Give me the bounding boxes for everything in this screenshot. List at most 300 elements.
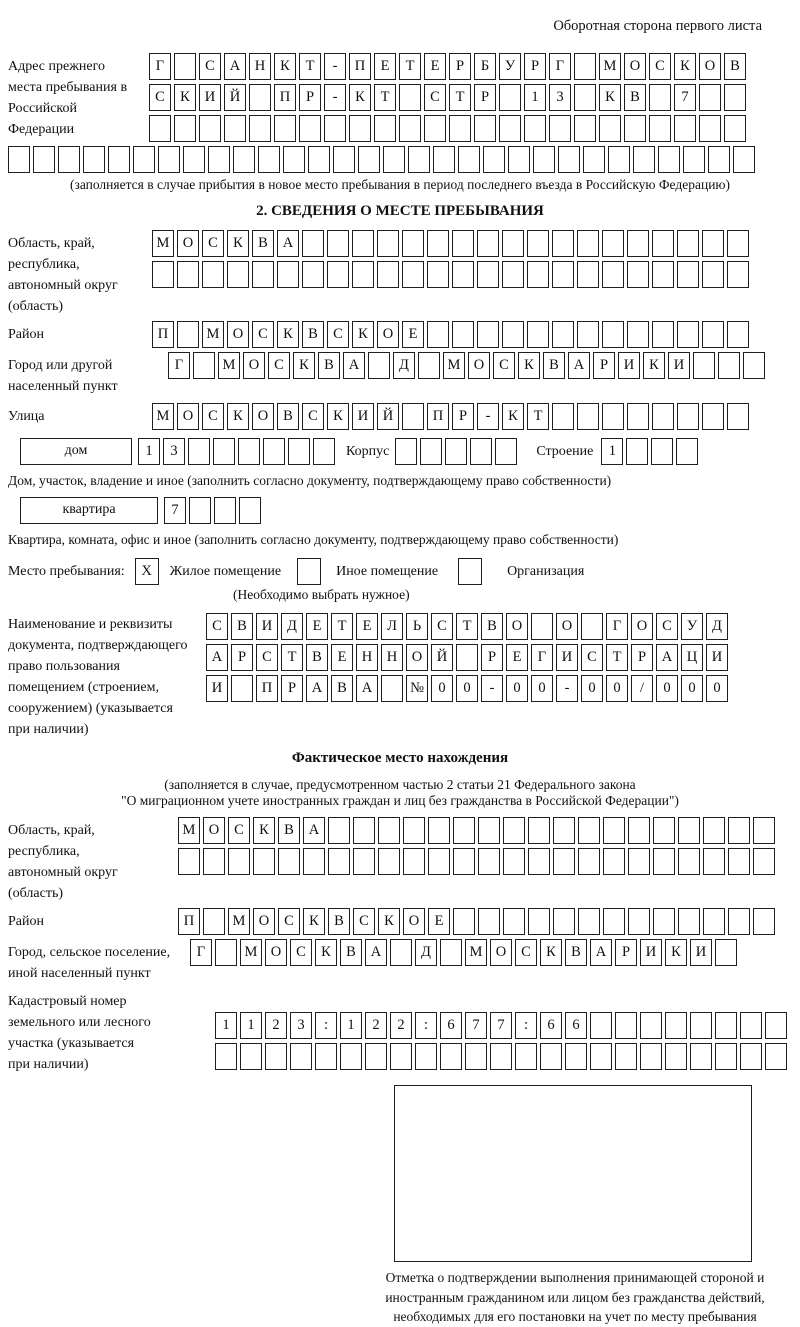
char-cell[interactable]: Р xyxy=(449,53,471,80)
char-cell[interactable] xyxy=(478,817,500,844)
char-cell[interactable] xyxy=(352,261,374,288)
char-cell[interactable] xyxy=(402,261,424,288)
char-cell[interactable]: М xyxy=(443,352,465,379)
char-cell[interactable] xyxy=(58,146,80,173)
char-cell[interactable]: Р xyxy=(474,84,496,111)
char-cell[interactable] xyxy=(390,939,412,966)
char-cell[interactable]: 3 xyxy=(290,1012,312,1039)
char-cell[interactable] xyxy=(724,84,746,111)
char-cell[interactable] xyxy=(699,84,721,111)
char-cell[interactable] xyxy=(524,115,546,142)
char-cell[interactable] xyxy=(302,230,324,257)
char-cell[interactable] xyxy=(453,817,475,844)
char-cell[interactable]: У xyxy=(499,53,521,80)
char-cell[interactable]: Н xyxy=(249,53,271,80)
char-cell[interactable] xyxy=(452,230,474,257)
char-cell[interactable]: Т xyxy=(331,613,353,640)
char-cell[interactable]: П xyxy=(152,321,174,348)
char-cell[interactable] xyxy=(728,848,750,875)
char-cell[interactable] xyxy=(753,908,775,935)
char-cell[interactable]: И xyxy=(352,403,374,430)
char-cell[interactable] xyxy=(288,438,310,465)
char-cell[interactable]: С xyxy=(581,644,603,671)
char-cell[interactable]: В xyxy=(318,352,340,379)
char-cell[interactable]: Н xyxy=(381,644,403,671)
char-cell[interactable]: 2 xyxy=(365,1012,387,1039)
char-cell[interactable] xyxy=(403,848,425,875)
char-cell[interactable]: П xyxy=(427,403,449,430)
char-cell[interactable] xyxy=(424,115,446,142)
char-cell[interactable]: Е xyxy=(402,321,424,348)
char-cell[interactable]: С xyxy=(256,644,278,671)
char-cell[interactable] xyxy=(290,1043,312,1070)
char-cell[interactable]: Ц xyxy=(681,644,703,671)
char-cell[interactable]: С xyxy=(228,817,250,844)
char-cell[interactable] xyxy=(503,908,525,935)
char-cell[interactable]: К xyxy=(293,352,315,379)
char-cell[interactable] xyxy=(728,908,750,935)
char-cell[interactable] xyxy=(553,817,575,844)
char-cell[interactable] xyxy=(258,146,280,173)
char-cell[interactable] xyxy=(402,403,424,430)
char-cell[interactable] xyxy=(308,146,330,173)
char-cell[interactable]: С xyxy=(290,939,312,966)
char-cell[interactable]: К xyxy=(253,817,275,844)
char-cell[interactable] xyxy=(149,115,171,142)
char-cell[interactable]: Е xyxy=(374,53,396,80)
char-cell[interactable] xyxy=(640,1012,662,1039)
char-cell[interactable]: 1 xyxy=(215,1012,237,1039)
char-cell[interactable] xyxy=(574,53,596,80)
char-cell[interactable] xyxy=(549,115,571,142)
char-cell[interactable]: К xyxy=(174,84,196,111)
char-cell[interactable] xyxy=(728,817,750,844)
char-cell[interactable]: 0 xyxy=(581,675,603,702)
char-cell[interactable]: О xyxy=(252,403,274,430)
char-cell[interactable] xyxy=(427,321,449,348)
char-cell[interactable] xyxy=(553,908,575,935)
char-cell[interactable]: С xyxy=(656,613,678,640)
char-cell[interactable]: О xyxy=(203,817,225,844)
char-cell[interactable]: М xyxy=(465,939,487,966)
char-cell[interactable]: Д xyxy=(415,939,437,966)
char-cell[interactable]: С xyxy=(493,352,515,379)
char-cell[interactable]: Л xyxy=(381,613,403,640)
char-cell[interactable]: О xyxy=(556,613,578,640)
char-cell[interactable] xyxy=(628,817,650,844)
char-cell[interactable]: Д xyxy=(393,352,415,379)
char-cell[interactable]: С xyxy=(515,939,537,966)
char-cell[interactable] xyxy=(402,230,424,257)
char-cell[interactable]: Р xyxy=(615,939,637,966)
char-cell[interactable] xyxy=(651,438,673,465)
char-cell[interactable]: С xyxy=(302,403,324,430)
char-cell[interactable]: Р xyxy=(231,644,253,671)
char-cell[interactable]: И xyxy=(199,84,221,111)
char-cell[interactable]: В xyxy=(340,939,362,966)
char-cell[interactable]: О xyxy=(243,352,265,379)
char-cell[interactable] xyxy=(177,321,199,348)
char-cell[interactable]: Г xyxy=(149,53,171,80)
char-cell[interactable]: И xyxy=(206,675,228,702)
char-cell[interactable]: Р xyxy=(299,84,321,111)
char-cell[interactable] xyxy=(158,146,180,173)
char-cell[interactable]: 2 xyxy=(390,1012,412,1039)
char-cell[interactable]: К xyxy=(643,352,665,379)
char-cell[interactable] xyxy=(368,352,390,379)
char-cell[interactable] xyxy=(565,1043,587,1070)
char-cell[interactable]: О xyxy=(624,53,646,80)
char-cell[interactable] xyxy=(743,352,765,379)
char-cell[interactable]: - xyxy=(481,675,503,702)
char-cell[interactable]: С xyxy=(199,53,221,80)
char-cell[interactable] xyxy=(649,115,671,142)
char-cell[interactable] xyxy=(574,84,596,111)
char-cell[interactable] xyxy=(578,908,600,935)
char-cell[interactable] xyxy=(703,908,725,935)
char-cell[interactable] xyxy=(253,848,275,875)
char-cell[interactable]: А xyxy=(224,53,246,80)
char-cell[interactable] xyxy=(727,261,749,288)
char-cell[interactable] xyxy=(624,115,646,142)
char-cell[interactable]: К xyxy=(227,403,249,430)
char-cell[interactable] xyxy=(753,817,775,844)
char-cell[interactable]: О xyxy=(227,321,249,348)
char-cell[interactable]: О xyxy=(490,939,512,966)
char-cell[interactable] xyxy=(152,261,174,288)
char-cell[interactable]: Б xyxy=(474,53,496,80)
char-cell[interactable] xyxy=(313,438,335,465)
char-cell[interactable]: К xyxy=(274,53,296,80)
char-cell[interactable] xyxy=(626,438,648,465)
char-cell[interactable]: И xyxy=(556,644,578,671)
char-cell[interactable] xyxy=(188,438,210,465)
char-cell[interactable] xyxy=(693,352,715,379)
char-cell[interactable]: Т xyxy=(449,84,471,111)
char-cell[interactable] xyxy=(718,352,740,379)
char-cell[interactable]: X xyxy=(135,558,159,585)
char-cell[interactable] xyxy=(552,261,574,288)
char-cell[interactable] xyxy=(178,848,200,875)
char-cell[interactable] xyxy=(715,939,737,966)
char-cell[interactable] xyxy=(449,115,471,142)
char-cell[interactable] xyxy=(458,558,482,585)
char-cell[interactable]: П xyxy=(178,908,200,935)
char-cell[interactable] xyxy=(528,848,550,875)
char-cell[interactable]: В xyxy=(624,84,646,111)
char-cell[interactable] xyxy=(727,403,749,430)
char-cell[interactable] xyxy=(615,1012,637,1039)
char-cell[interactable] xyxy=(608,146,630,173)
char-cell[interactable] xyxy=(239,497,261,524)
char-cell[interactable] xyxy=(227,261,249,288)
char-cell[interactable]: В xyxy=(565,939,587,966)
char-cell[interactable] xyxy=(453,908,475,935)
char-cell[interactable] xyxy=(502,261,524,288)
char-cell[interactable] xyxy=(702,403,724,430)
char-cell[interactable] xyxy=(427,230,449,257)
char-cell[interactable]: - xyxy=(477,403,499,430)
char-cell[interactable]: В xyxy=(724,53,746,80)
char-cell[interactable]: О xyxy=(631,613,653,640)
char-cell[interactable]: О xyxy=(468,352,490,379)
char-cell[interactable] xyxy=(724,115,746,142)
char-cell[interactable] xyxy=(528,908,550,935)
char-cell[interactable]: Г xyxy=(549,53,571,80)
char-cell[interactable] xyxy=(653,908,675,935)
char-cell[interactable]: С xyxy=(202,230,224,257)
char-cell[interactable] xyxy=(703,848,725,875)
char-cell[interactable]: О xyxy=(177,230,199,257)
char-cell[interactable] xyxy=(653,817,675,844)
char-cell[interactable] xyxy=(677,403,699,430)
char-cell[interactable] xyxy=(477,230,499,257)
char-cell[interactable] xyxy=(527,321,549,348)
char-cell[interactable]: Е xyxy=(506,644,528,671)
char-cell[interactable] xyxy=(765,1043,787,1070)
char-cell[interactable]: А xyxy=(590,939,612,966)
char-cell[interactable] xyxy=(215,1043,237,1070)
char-cell[interactable]: К xyxy=(540,939,562,966)
char-cell[interactable] xyxy=(433,146,455,173)
char-cell[interactable]: 0 xyxy=(681,675,703,702)
char-cell[interactable] xyxy=(199,115,221,142)
char-cell[interactable] xyxy=(278,848,300,875)
char-cell[interactable]: Р xyxy=(281,675,303,702)
char-cell[interactable]: Р xyxy=(452,403,474,430)
char-cell[interactable] xyxy=(458,146,480,173)
char-cell[interactable] xyxy=(231,675,253,702)
char-cell[interactable] xyxy=(553,848,575,875)
char-cell[interactable]: 2 xyxy=(265,1012,287,1039)
char-cell[interactable] xyxy=(240,1043,262,1070)
char-cell[interactable]: М xyxy=(178,817,200,844)
char-cell[interactable] xyxy=(189,497,211,524)
char-cell[interactable]: И xyxy=(640,939,662,966)
char-cell[interactable]: Т xyxy=(281,644,303,671)
char-cell[interactable]: В xyxy=(252,230,274,257)
char-cell[interactable]: И xyxy=(668,352,690,379)
char-cell[interactable]: 0 xyxy=(506,675,528,702)
char-cell[interactable] xyxy=(627,403,649,430)
char-cell[interactable]: 0 xyxy=(706,675,728,702)
char-cell[interactable]: Й xyxy=(377,403,399,430)
char-cell[interactable] xyxy=(213,438,235,465)
char-cell[interactable]: И xyxy=(706,644,728,671)
char-cell[interactable]: 1 xyxy=(240,1012,262,1039)
char-cell[interactable] xyxy=(395,438,417,465)
char-cell[interactable]: А xyxy=(656,644,678,671)
char-cell[interactable] xyxy=(652,261,674,288)
char-cell[interactable] xyxy=(399,84,421,111)
char-cell[interactable] xyxy=(590,1012,612,1039)
char-cell[interactable] xyxy=(740,1043,762,1070)
char-cell[interactable] xyxy=(208,146,230,173)
char-cell[interactable]: 1 xyxy=(601,438,623,465)
char-cell[interactable]: С xyxy=(202,403,224,430)
char-cell[interactable]: У xyxy=(681,613,703,640)
char-cell[interactable]: В xyxy=(306,644,328,671)
char-cell[interactable] xyxy=(83,146,105,173)
char-cell[interactable] xyxy=(508,146,530,173)
char-cell[interactable]: О xyxy=(403,908,425,935)
char-cell[interactable] xyxy=(490,1043,512,1070)
char-cell[interactable]: К xyxy=(599,84,621,111)
char-cell[interactable]: Е xyxy=(428,908,450,935)
char-cell[interactable] xyxy=(677,230,699,257)
char-cell[interactable]: Д xyxy=(281,613,303,640)
char-cell[interactable] xyxy=(599,115,621,142)
char-cell[interactable] xyxy=(531,613,553,640)
char-cell[interactable]: К xyxy=(349,84,371,111)
char-cell[interactable] xyxy=(578,817,600,844)
char-cell[interactable]: С xyxy=(206,613,228,640)
char-cell[interactable]: Г xyxy=(531,644,553,671)
char-cell[interactable]: П xyxy=(349,53,371,80)
char-cell[interactable]: А xyxy=(365,939,387,966)
char-cell[interactable] xyxy=(633,146,655,173)
char-cell[interactable]: П xyxy=(256,675,278,702)
char-cell[interactable] xyxy=(328,817,350,844)
char-cell[interactable] xyxy=(478,848,500,875)
char-cell[interactable]: 7 xyxy=(674,84,696,111)
char-cell[interactable] xyxy=(202,261,224,288)
char-cell[interactable]: : xyxy=(515,1012,537,1039)
char-cell[interactable] xyxy=(602,321,624,348)
char-cell[interactable] xyxy=(702,321,724,348)
char-cell[interactable]: Т xyxy=(527,403,549,430)
char-cell[interactable] xyxy=(715,1043,737,1070)
char-cell[interactable] xyxy=(249,84,271,111)
char-cell[interactable] xyxy=(203,848,225,875)
char-cell[interactable]: 1 xyxy=(340,1012,362,1039)
char-cell[interactable] xyxy=(628,848,650,875)
char-cell[interactable]: Т xyxy=(456,613,478,640)
char-cell[interactable]: Й xyxy=(431,644,453,671)
char-cell[interactable]: К xyxy=(327,403,349,430)
char-cell[interactable] xyxy=(577,321,599,348)
char-cell[interactable] xyxy=(428,848,450,875)
char-cell[interactable] xyxy=(590,1043,612,1070)
char-cell[interactable]: О xyxy=(506,613,528,640)
char-cell[interactable]: К xyxy=(303,908,325,935)
char-cell[interactable] xyxy=(628,908,650,935)
char-cell[interactable] xyxy=(340,1043,362,1070)
char-cell[interactable] xyxy=(678,817,700,844)
char-cell[interactable]: В xyxy=(277,403,299,430)
char-cell[interactable]: 3 xyxy=(163,438,185,465)
char-cell[interactable]: М xyxy=(228,908,250,935)
char-cell[interactable]: А xyxy=(568,352,590,379)
char-cell[interactable] xyxy=(297,558,321,585)
char-cell[interactable] xyxy=(470,438,492,465)
char-cell[interactable]: 6 xyxy=(565,1012,587,1039)
char-cell[interactable]: О xyxy=(177,403,199,430)
char-cell[interactable] xyxy=(233,146,255,173)
char-cell[interactable]: : xyxy=(315,1012,337,1039)
checkbox-organization[interactable] xyxy=(458,558,485,585)
char-cell[interactable] xyxy=(174,53,196,80)
char-cell[interactable]: : xyxy=(415,1012,437,1039)
char-cell[interactable] xyxy=(515,1043,537,1070)
char-cell[interactable] xyxy=(183,146,205,173)
char-cell[interactable] xyxy=(649,84,671,111)
char-cell[interactable]: В xyxy=(231,613,253,640)
char-cell[interactable]: А xyxy=(277,230,299,257)
char-cell[interactable] xyxy=(324,115,346,142)
char-cell[interactable] xyxy=(583,146,605,173)
char-cell[interactable] xyxy=(274,115,296,142)
checkbox-other-premises[interactable] xyxy=(297,558,324,585)
char-cell[interactable] xyxy=(627,261,649,288)
char-cell[interactable] xyxy=(353,817,375,844)
char-cell[interactable]: С xyxy=(327,321,349,348)
char-cell[interactable]: С xyxy=(649,53,671,80)
char-cell[interactable] xyxy=(299,115,321,142)
char-cell[interactable] xyxy=(378,848,400,875)
char-cell[interactable] xyxy=(377,261,399,288)
char-cell[interactable] xyxy=(690,1043,712,1070)
char-cell[interactable]: В xyxy=(278,817,300,844)
char-cell[interactable]: К xyxy=(227,230,249,257)
char-cell[interactable]: В xyxy=(481,613,503,640)
char-cell[interactable]: К xyxy=(502,403,524,430)
char-cell[interactable] xyxy=(477,261,499,288)
char-cell[interactable] xyxy=(702,230,724,257)
char-cell[interactable] xyxy=(358,146,380,173)
char-cell[interactable] xyxy=(699,115,721,142)
char-cell[interactable] xyxy=(302,261,324,288)
char-cell[interactable] xyxy=(603,848,625,875)
char-cell[interactable]: 1 xyxy=(524,84,546,111)
char-cell[interactable] xyxy=(224,115,246,142)
char-cell[interactable] xyxy=(203,908,225,935)
char-cell[interactable] xyxy=(174,115,196,142)
char-cell[interactable] xyxy=(552,230,574,257)
char-cell[interactable]: Е xyxy=(331,644,353,671)
char-cell[interactable] xyxy=(558,146,580,173)
char-cell[interactable] xyxy=(440,1043,462,1070)
char-cell[interactable] xyxy=(108,146,130,173)
char-cell[interactable]: Н xyxy=(356,644,378,671)
char-cell[interactable] xyxy=(677,261,699,288)
char-cell[interactable] xyxy=(177,261,199,288)
char-cell[interactable]: Е xyxy=(306,613,328,640)
char-cell[interactable] xyxy=(502,230,524,257)
char-cell[interactable] xyxy=(315,1043,337,1070)
char-cell[interactable] xyxy=(265,1043,287,1070)
char-cell[interactable] xyxy=(499,115,521,142)
char-cell[interactable] xyxy=(440,939,462,966)
char-cell[interactable] xyxy=(228,848,250,875)
char-cell[interactable] xyxy=(215,939,237,966)
char-cell[interactable]: 1 xyxy=(138,438,160,465)
char-cell[interactable] xyxy=(452,321,474,348)
char-cell[interactable]: Р xyxy=(524,53,546,80)
char-cell[interactable]: В xyxy=(543,352,565,379)
char-cell[interactable] xyxy=(374,115,396,142)
char-cell[interactable] xyxy=(603,817,625,844)
char-cell[interactable] xyxy=(399,115,421,142)
char-cell[interactable]: / xyxy=(631,675,653,702)
char-cell[interactable] xyxy=(665,1012,687,1039)
char-cell[interactable] xyxy=(483,146,505,173)
char-cell[interactable] xyxy=(352,230,374,257)
char-cell[interactable] xyxy=(652,403,674,430)
char-cell[interactable]: О xyxy=(699,53,721,80)
char-cell[interactable] xyxy=(452,261,474,288)
char-cell[interactable] xyxy=(577,403,599,430)
